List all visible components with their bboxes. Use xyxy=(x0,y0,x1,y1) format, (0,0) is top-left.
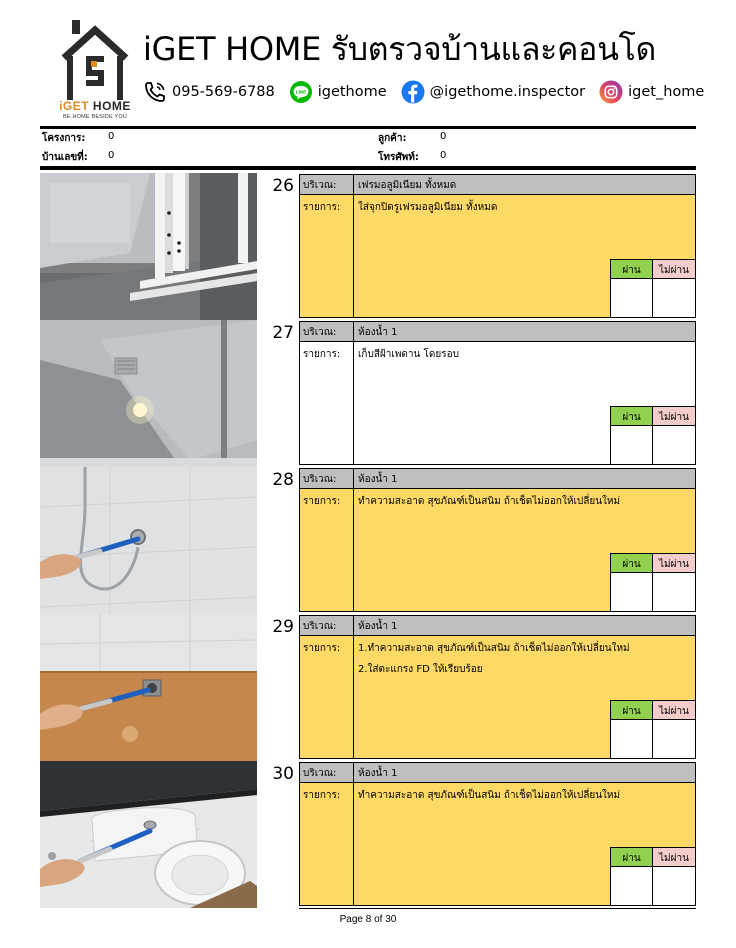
item-number: 30 xyxy=(272,764,294,784)
phone-value: 0 xyxy=(440,150,447,161)
fail-header: ไม่ผ่าน xyxy=(653,260,695,279)
item-number: 29 xyxy=(272,617,294,637)
pass-fail-table xyxy=(610,847,695,905)
detail-text xyxy=(358,491,693,512)
area-value: ห้องน้ำ 1 xyxy=(358,621,398,632)
detail-label: รายการ: xyxy=(300,489,354,611)
detail-text xyxy=(358,785,693,806)
fail-checkbox[interactable] xyxy=(653,867,695,905)
inspection-item xyxy=(40,320,696,467)
area-row xyxy=(300,322,695,342)
detail-line: 1.ทำความสะอาด สุขภัณฑ์เป็นสนิม ถ้าเช็ดไม่ออกให้เปลี่ยนใหม่ xyxy=(358,643,630,654)
item-detail-box xyxy=(299,762,696,906)
toilet-photo xyxy=(40,761,257,908)
detail-row xyxy=(300,636,695,758)
house-no-value: 0 xyxy=(108,150,115,161)
pass-fail-table xyxy=(610,406,695,464)
fail-checkbox[interactable] xyxy=(653,279,695,317)
area-label: บริเวณ: xyxy=(300,322,354,341)
project-value: 0 xyxy=(108,131,115,142)
bathroom-ceiling-photo xyxy=(40,320,257,467)
floor-drain-photo xyxy=(40,614,257,761)
area-value: ห้องน้ำ 1 xyxy=(358,474,398,485)
logo-brand-suffix: HOME xyxy=(92,99,131,113)
phone-icon xyxy=(143,80,167,104)
house-logo-icon xyxy=(60,18,130,102)
item-detail-box xyxy=(299,468,696,612)
pass-fail-table xyxy=(610,700,695,758)
inspection-item xyxy=(40,173,696,320)
fail-header: ไม่ผ่าน xyxy=(653,407,695,426)
pass-fail-table xyxy=(610,553,695,611)
pass-header: ผ่าน xyxy=(611,701,653,720)
project-label: โครงการ: xyxy=(42,133,86,144)
pass-checkbox[interactable] xyxy=(611,426,653,464)
line-icon xyxy=(289,80,313,104)
detail-row xyxy=(300,342,695,464)
pass-header: ผ่าน xyxy=(611,407,653,426)
customer-value: 0 xyxy=(440,131,447,142)
header-divider xyxy=(40,126,696,129)
pass-header: ผ่าน xyxy=(611,554,653,573)
item-number: 27 xyxy=(272,323,294,343)
fail-checkbox[interactable] xyxy=(653,573,695,611)
inspection-item xyxy=(40,761,696,908)
inspection-item xyxy=(40,614,696,761)
contact-facebook xyxy=(401,80,585,104)
inspection-item xyxy=(40,467,696,614)
svg-text:LINE: LINE xyxy=(295,89,306,95)
area-value: ห้องน้ำ 1 xyxy=(358,768,398,779)
instagram-icon xyxy=(599,80,623,104)
detail-line: ทำความสะอาด สุขภัณฑ์เป็นสนิม ถ้าเช็ดไม่ออกให้เปลี่ยนใหม่ xyxy=(358,790,621,801)
page-number: Page 8 of 30 xyxy=(339,914,397,925)
contact-facebook-text: @igethome.inspector xyxy=(429,84,586,100)
company-logo xyxy=(56,18,134,120)
phone-label: โทรศัพท์: xyxy=(378,152,419,163)
detail-row xyxy=(300,489,695,611)
detail-label: รายการ: xyxy=(300,195,354,317)
contact-bar xyxy=(143,77,718,107)
item-detail-box xyxy=(299,615,696,759)
fail-header: ไม่ผ่าน xyxy=(653,554,695,573)
area-label: บริเวณ: xyxy=(300,763,354,782)
area-row xyxy=(300,469,695,489)
area-row xyxy=(300,175,695,195)
contact-phone xyxy=(143,80,275,104)
logo-brand-prefix: iGET xyxy=(59,99,90,113)
item-number: 28 xyxy=(272,470,294,490)
detail-line: 2.ใส่ตะแกรง FD ให้เรียบร้อย xyxy=(358,664,483,675)
shower-hose-photo xyxy=(40,467,257,614)
fail-checkbox[interactable] xyxy=(653,426,695,464)
info-divider xyxy=(40,166,696,170)
detail-row xyxy=(300,783,695,905)
logo-brand-text xyxy=(56,99,134,113)
detail-text xyxy=(358,197,693,218)
facebook-icon xyxy=(401,80,425,104)
company-title: iGET HOME รับตรวจบ้านและคอนโด xyxy=(143,30,657,68)
pass-checkbox[interactable] xyxy=(611,720,653,758)
pass-fail-table xyxy=(610,259,695,317)
contact-line xyxy=(289,80,387,104)
contact-instagram xyxy=(599,80,704,104)
area-value: ห้องน้ำ 1 xyxy=(358,327,398,338)
area-label: บริเวณ: xyxy=(300,616,354,635)
logo-tagline: BE HOME BESIDE YOU xyxy=(62,114,127,120)
fail-header: ไม่ผ่าน xyxy=(653,701,695,720)
item-detail-box xyxy=(299,174,696,318)
item-detail-box xyxy=(299,321,696,465)
fail-checkbox[interactable] xyxy=(653,720,695,758)
detail-line: ทำความสะอาด สุขภัณฑ์เป็นสนิม ถ้าเช็ดไม่ออกให้เปลี่ยนใหม่ xyxy=(358,496,621,507)
contact-phone-text: 095-569-6788 xyxy=(172,84,275,100)
area-label: บริเวณ: xyxy=(300,469,354,488)
contact-instagram-text: iget_home xyxy=(628,84,705,100)
item-number: 26 xyxy=(272,176,294,196)
area-row xyxy=(300,616,695,636)
detail-label: รายการ: xyxy=(300,636,354,758)
detail-label: รายการ: xyxy=(300,783,354,905)
pass-header: ผ่าน xyxy=(611,260,653,279)
items-bottom-rule xyxy=(299,908,696,909)
area-row xyxy=(300,763,695,783)
detail-row xyxy=(300,195,695,317)
contact-line-text: igethome xyxy=(317,84,387,100)
detail-line: เก็บสีฝ้าเพดาน โดยรอบ xyxy=(358,349,459,360)
pass-checkbox[interactable] xyxy=(611,573,653,611)
detail-label: รายการ: xyxy=(300,342,354,464)
house-no-label: บ้านเลขที่: xyxy=(42,152,88,163)
detail-text xyxy=(358,344,693,365)
pass-checkbox[interactable] xyxy=(611,867,653,905)
area-value: เฟรมอลูมิเนียม ทั้งหมด xyxy=(358,180,457,191)
detail-text xyxy=(358,638,693,680)
aluminium-frame-photo xyxy=(40,173,257,320)
pass-header: ผ่าน xyxy=(611,848,653,867)
customer-label: ลูกค้า: xyxy=(378,133,407,144)
area-label: บริเวณ: xyxy=(300,175,354,194)
fail-header: ไม่ผ่าน xyxy=(653,848,695,867)
detail-line: ใส่จุกปิดรูเฟรมอลูมิเนียม ทั้งหมด xyxy=(358,202,498,213)
pass-checkbox[interactable] xyxy=(611,279,653,317)
